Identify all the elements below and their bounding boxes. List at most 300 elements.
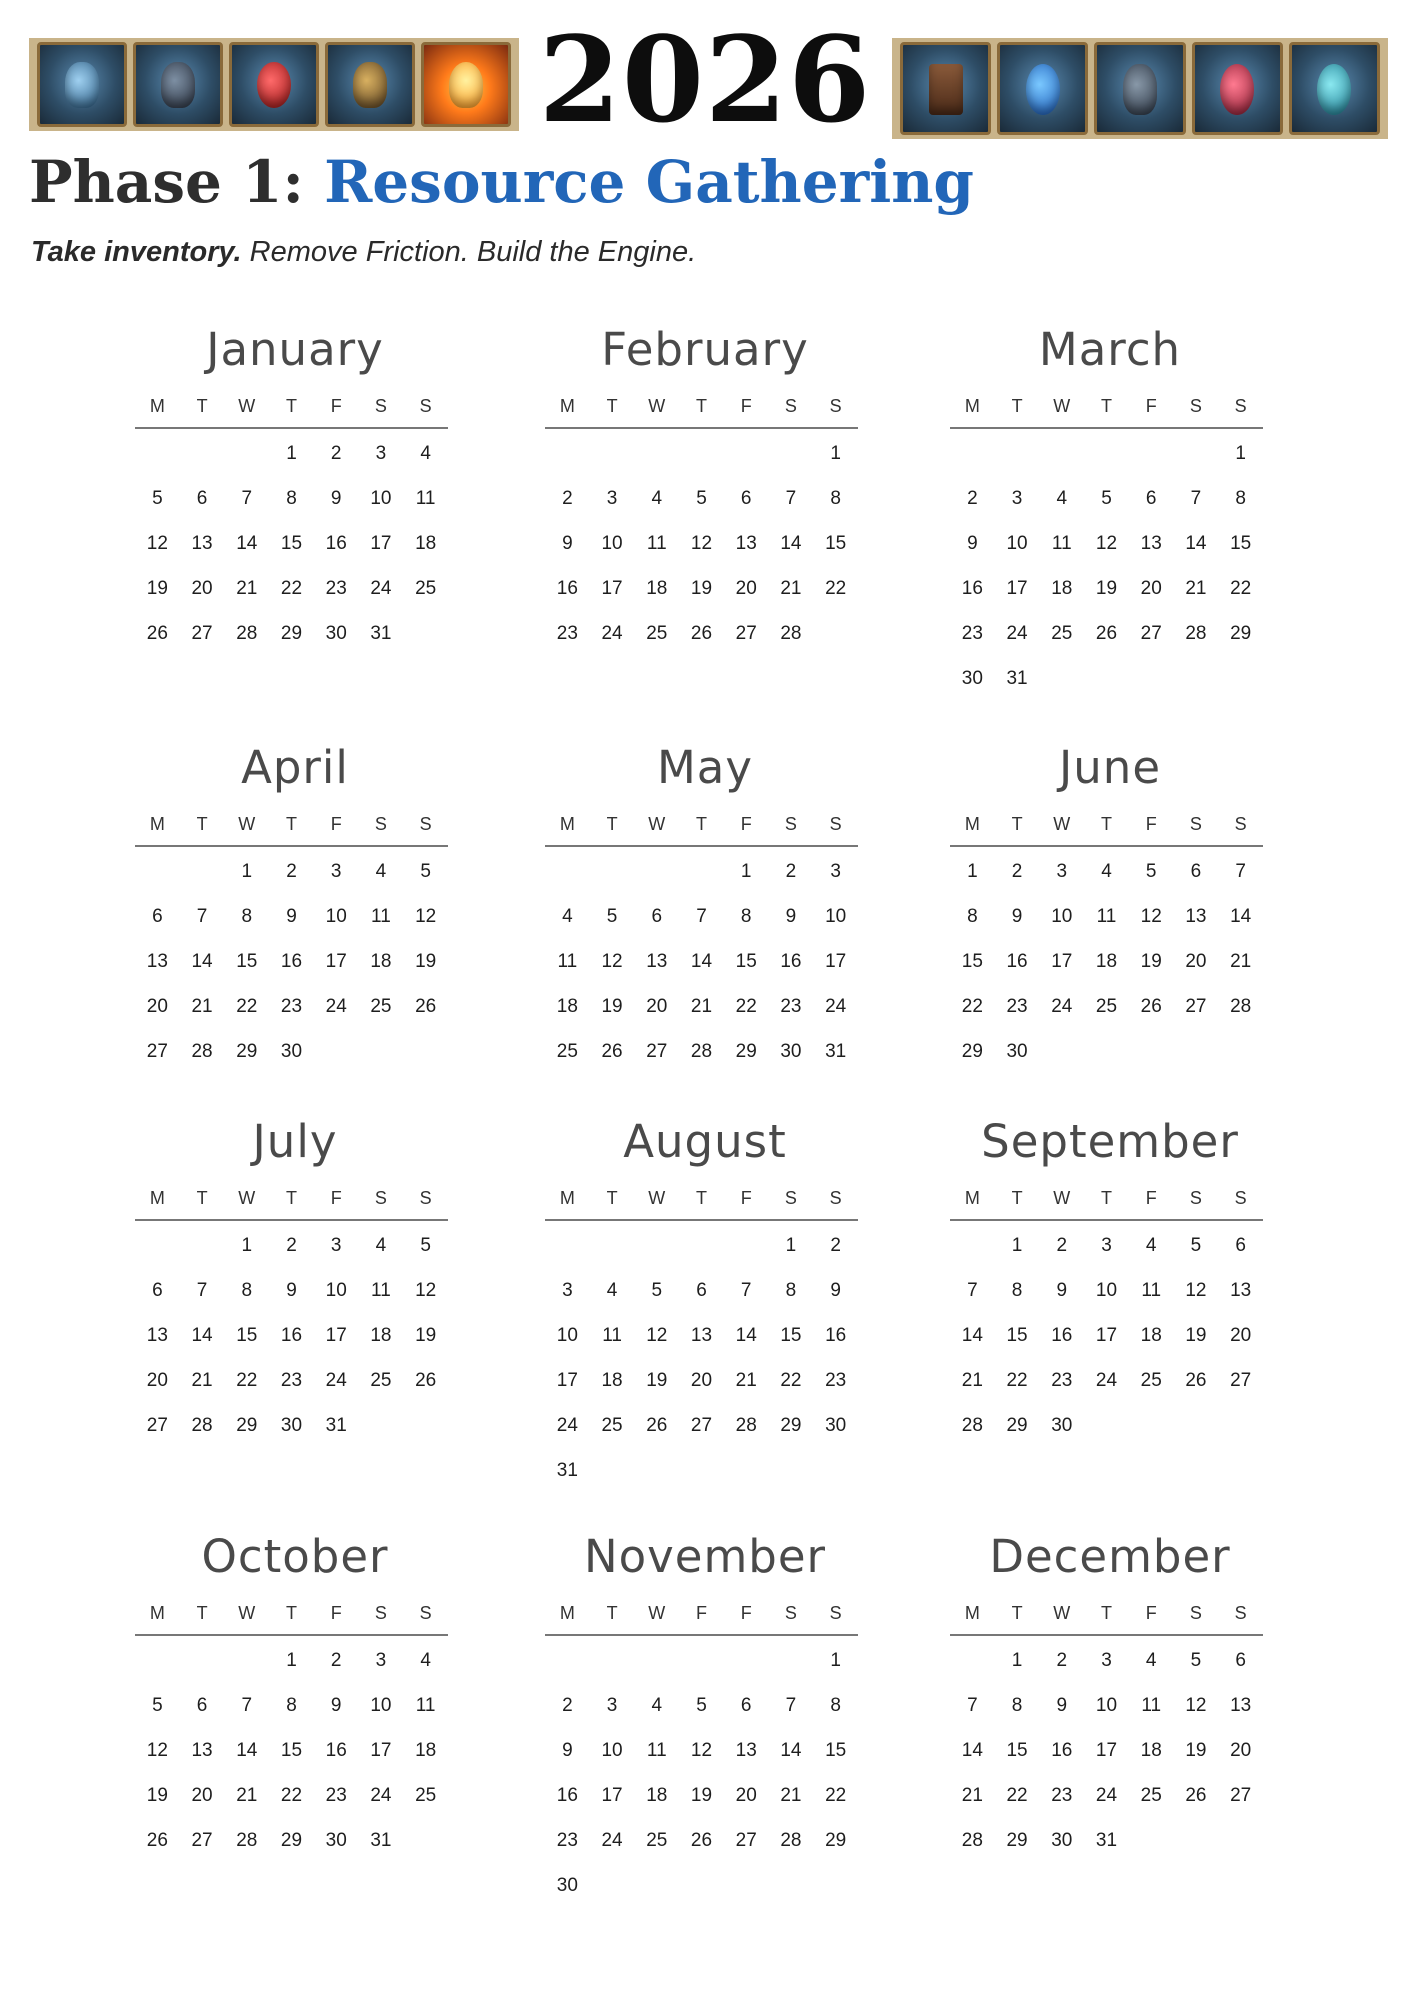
day-cell: 16 xyxy=(825,1324,847,1346)
day-cell: 17 xyxy=(1095,1739,1118,1761)
day-cell: 30 xyxy=(825,1414,847,1436)
day-cell: 2 xyxy=(1011,860,1023,882)
weekday-label: W xyxy=(648,395,666,416)
weekday-label: S xyxy=(374,813,387,834)
weekday-header xyxy=(545,385,858,429)
day-cell: 16 xyxy=(961,577,983,599)
day-cell: 25 xyxy=(556,1040,578,1062)
weekday-label: T xyxy=(1100,813,1112,834)
day-cell: 6 xyxy=(1235,1234,1246,1256)
day-cell: 4 xyxy=(651,1694,663,1716)
day-cell: 26 xyxy=(690,1829,713,1851)
day-cell: 5 xyxy=(606,905,618,927)
day-cell: 15 xyxy=(280,532,303,554)
weekday-label: F xyxy=(695,1602,707,1623)
day-cell: 12 xyxy=(1185,1279,1207,1301)
day-cell: 16 xyxy=(780,950,802,972)
day-cell: 16 xyxy=(325,532,347,554)
day-cell: 28 xyxy=(236,622,258,644)
weekday-label: S xyxy=(419,1602,432,1623)
weekday-header xyxy=(135,385,448,429)
day-cell: 25 xyxy=(1051,622,1073,644)
day-cell: 30 xyxy=(1006,1040,1028,1062)
weekday-label: S xyxy=(784,1187,797,1208)
month-may xyxy=(540,733,870,1074)
day-cell: 5 xyxy=(651,1279,663,1301)
weekday-label: S xyxy=(1234,1187,1247,1208)
month-name: January xyxy=(206,323,384,376)
day-cell: 4 xyxy=(1145,1649,1157,1671)
day-cell: 26 xyxy=(690,622,713,644)
weekday-label: M xyxy=(149,813,165,834)
day-cell: 30 xyxy=(780,1040,802,1062)
month-february xyxy=(540,315,870,656)
weekday-label: M xyxy=(964,1602,980,1623)
day-cell: 17 xyxy=(825,950,847,972)
weekday-label: S xyxy=(374,1602,387,1623)
day-cell: 17 xyxy=(1006,577,1028,599)
day-grid xyxy=(135,1638,448,1863)
day-cell: 31 xyxy=(325,1414,347,1436)
day-cell: 17 xyxy=(370,532,392,554)
day-cell: 25 xyxy=(370,995,392,1017)
day-cell: 5 xyxy=(152,487,163,509)
day-cell: 18 xyxy=(1140,1324,1162,1346)
day-cell: 11 xyxy=(371,905,391,927)
phase-highlight: Resource Gathering xyxy=(324,148,974,216)
day-cell: 13 xyxy=(735,532,757,554)
day-cell: 27 xyxy=(1230,1369,1252,1391)
day-cell: 6 xyxy=(740,487,752,509)
weekday-header xyxy=(135,1177,448,1221)
month-august xyxy=(540,1107,870,1493)
weekday-label: S xyxy=(374,395,387,416)
day-cell: 10 xyxy=(825,905,847,927)
day-cell: 9 xyxy=(1056,1694,1068,1716)
weekday-label: T xyxy=(196,1187,208,1208)
day-cell: 30 xyxy=(961,667,983,689)
day-cell: 17 xyxy=(601,1784,623,1806)
day-cell: 5 xyxy=(696,487,707,509)
day-cell: 22 xyxy=(236,995,258,1017)
weekday-label: S xyxy=(784,813,797,834)
weekday-label: W xyxy=(238,813,256,834)
day-cell: 24 xyxy=(370,577,392,599)
day-cell: 8 xyxy=(241,905,253,927)
day-cell: 13 xyxy=(146,1324,168,1346)
day-cell: 20 xyxy=(646,995,668,1017)
day-cell: 11 xyxy=(415,1694,436,1716)
day-cell: 16 xyxy=(556,577,578,599)
weekday-label: W xyxy=(1053,395,1071,416)
day-cell: 18 xyxy=(646,1784,668,1806)
day-cell: 26 xyxy=(1140,995,1162,1017)
day-cell: 27 xyxy=(1230,1784,1252,1806)
day-cell: 22 xyxy=(1006,1369,1028,1391)
phase-title xyxy=(29,146,974,218)
day-cell: 1 xyxy=(286,442,297,464)
tagline xyxy=(31,236,696,269)
day-cell: 29 xyxy=(825,1829,847,1851)
day-cell: 26 xyxy=(146,1829,168,1851)
day-cell: 21 xyxy=(236,1784,258,1806)
day-cell: 10 xyxy=(601,532,623,554)
day-cell: 7 xyxy=(196,905,208,927)
day-cell: 27 xyxy=(1140,622,1162,644)
day-cell: 12 xyxy=(1185,1694,1207,1716)
day-cell: 6 xyxy=(696,1279,707,1301)
weekday-label: T xyxy=(695,395,707,416)
day-cell: 10 xyxy=(1095,1694,1118,1716)
day-cell: 11 xyxy=(1141,1279,1162,1301)
weekday-label: W xyxy=(238,1187,256,1208)
weekday-label: M xyxy=(559,1602,575,1623)
weekday-header xyxy=(135,1592,448,1636)
day-cell: 17 xyxy=(1095,1324,1118,1346)
weekday-label: T xyxy=(196,813,208,834)
day-cell: 5 xyxy=(420,1234,431,1256)
day-cell: 14 xyxy=(191,1324,213,1346)
weekday-label: T xyxy=(1011,395,1023,416)
weekday-label: S xyxy=(1234,1602,1247,1623)
month-july xyxy=(130,1107,460,1448)
day-cell: 29 xyxy=(780,1414,802,1436)
weekday-label: W xyxy=(648,813,666,834)
day-cell: 1 xyxy=(967,860,978,882)
weekday-label: M xyxy=(559,1187,575,1208)
day-cell: 13 xyxy=(1185,905,1207,927)
day-grid xyxy=(545,1638,858,1908)
day-cell: 19 xyxy=(690,1784,713,1806)
day-cell: 27 xyxy=(735,1829,757,1851)
weekday-label: F xyxy=(1145,1602,1157,1623)
day-cell: 3 xyxy=(1101,1234,1112,1256)
month-april xyxy=(130,733,460,1074)
month-name: April xyxy=(241,741,349,794)
day-cell: 8 xyxy=(241,1279,253,1301)
day-cell: 19 xyxy=(1185,1324,1207,1346)
day-cell: 8 xyxy=(830,487,841,509)
weekday-label: F xyxy=(740,813,752,834)
month-name: September xyxy=(981,1115,1239,1168)
day-cell: 22 xyxy=(1230,577,1252,599)
phase-prefix: Phase 1: xyxy=(29,148,325,216)
day-cell: 12 xyxy=(690,1739,713,1761)
day-cell: 13 xyxy=(690,1324,713,1346)
day-cell: 9 xyxy=(785,905,797,927)
day-cell: 30 xyxy=(280,1414,303,1436)
weekday-label: W xyxy=(238,1602,256,1623)
day-cell: 10 xyxy=(556,1324,578,1346)
day-cell: 7 xyxy=(740,1279,752,1301)
weekday-label: M xyxy=(964,1187,980,1208)
day-cell: 24 xyxy=(556,1414,578,1436)
weekday-label: W xyxy=(648,1602,666,1623)
day-cell: 29 xyxy=(280,622,303,644)
day-cell: 22 xyxy=(735,995,757,1017)
day-cell: 4 xyxy=(1145,1234,1157,1256)
day-cell: 29 xyxy=(1006,1414,1028,1436)
weekday-label: F xyxy=(740,395,752,416)
day-cell: 13 xyxy=(1230,1279,1252,1301)
day-cell: 14 xyxy=(1185,532,1207,554)
day-cell: 6 xyxy=(1235,1649,1246,1671)
weekday-label: M xyxy=(559,395,575,416)
day-cell: 18 xyxy=(556,995,578,1017)
weekday-label: M xyxy=(559,813,575,834)
day-cell: 29 xyxy=(1006,1829,1028,1851)
day-cell: 8 xyxy=(830,1694,841,1716)
day-cell: 28 xyxy=(735,1414,757,1436)
month-june xyxy=(945,733,1275,1074)
weekday-label: T xyxy=(285,1187,297,1208)
day-cell: 7 xyxy=(1235,860,1246,882)
day-cell: 10 xyxy=(325,1279,347,1301)
day-cell: 19 xyxy=(1140,950,1162,972)
day-cell: 24 xyxy=(1006,622,1028,644)
day-cell: 19 xyxy=(646,1369,668,1391)
day-cell: 24 xyxy=(325,995,347,1017)
day-cell: 15 xyxy=(735,950,757,972)
day-cell: 19 xyxy=(146,577,168,599)
day-cell: 20 xyxy=(690,1369,713,1391)
day-cell: 3 xyxy=(375,1649,387,1671)
day-cell: 12 xyxy=(146,1739,168,1761)
weekday-label: T xyxy=(1100,395,1112,416)
weekday-label: S xyxy=(1189,1187,1202,1208)
day-cell: 29 xyxy=(236,1414,258,1436)
day-grid xyxy=(950,1223,1263,1448)
day-cell: 22 xyxy=(236,1369,258,1391)
day-cell: 19 xyxy=(1095,577,1118,599)
day-cell: 26 xyxy=(646,1414,668,1436)
day-cell: 24 xyxy=(1051,995,1073,1017)
day-cell: 29 xyxy=(1230,622,1252,644)
day-cell: 25 xyxy=(1095,995,1118,1017)
day-cell: 3 xyxy=(330,860,342,882)
day-cell: 7 xyxy=(196,1279,208,1301)
day-grid xyxy=(950,431,1263,701)
day-cell: 7 xyxy=(967,1279,978,1301)
day-cell: 17 xyxy=(556,1369,578,1391)
weekday-label: T xyxy=(606,1187,618,1208)
day-cell: 23 xyxy=(780,995,802,1017)
day-cell: 28 xyxy=(780,1829,802,1851)
day-cell: 28 xyxy=(191,1040,213,1062)
weekday-label: T xyxy=(196,1602,208,1623)
weekday-header xyxy=(950,803,1263,847)
weekday-label: T xyxy=(285,1602,297,1623)
day-cell: 26 xyxy=(601,1040,623,1062)
weekday-label: F xyxy=(330,813,342,834)
day-cell: 5 xyxy=(1101,487,1112,509)
weekday-label: M xyxy=(149,1602,165,1623)
day-cell: 23 xyxy=(961,622,983,644)
day-cell: 2 xyxy=(1056,1649,1068,1671)
day-cell: 18 xyxy=(1095,950,1118,972)
day-cell: 22 xyxy=(961,995,983,1017)
day-cell: 15 xyxy=(280,1739,303,1761)
day-cell: 26 xyxy=(415,1369,437,1391)
day-cell: 30 xyxy=(1051,1414,1073,1436)
weekday-label: T xyxy=(285,813,297,834)
weekday-header xyxy=(545,1177,858,1221)
day-cell: 20 xyxy=(1230,1324,1252,1346)
weekday-label: T xyxy=(695,813,707,834)
day-cell: 10 xyxy=(370,487,392,509)
day-cell: 30 xyxy=(325,622,347,644)
day-cell: 18 xyxy=(415,532,437,554)
day-cell: 22 xyxy=(825,577,847,599)
day-cell: 28 xyxy=(961,1829,983,1851)
weekday-label: T xyxy=(285,395,297,416)
day-cell: 14 xyxy=(236,1739,258,1761)
day-cell: 3 xyxy=(1011,487,1023,509)
day-cell: 2 xyxy=(330,1649,342,1671)
weekday-header xyxy=(950,1177,1263,1221)
day-cell: 30 xyxy=(1051,1829,1073,1851)
day-cell: 31 xyxy=(556,1459,578,1481)
day-cell: 4 xyxy=(420,1649,431,1671)
month-march xyxy=(945,315,1275,701)
day-cell: 21 xyxy=(1230,950,1252,972)
day-cell: 15 xyxy=(236,1324,258,1346)
weekday-label: S xyxy=(1189,395,1202,416)
day-cell: 5 xyxy=(1190,1234,1202,1256)
day-cell: 21 xyxy=(961,1369,983,1391)
day-cell: 20 xyxy=(1140,577,1162,599)
day-cell: 27 xyxy=(1185,995,1207,1017)
books-icon xyxy=(900,42,991,135)
day-cell: 4 xyxy=(375,1234,387,1256)
weekday-label: F xyxy=(330,1602,342,1623)
day-cell: 11 xyxy=(602,1324,622,1346)
image-strip-right xyxy=(892,38,1388,139)
weekday-label: F xyxy=(1145,813,1157,834)
day-cell: 7 xyxy=(785,487,797,509)
day-cell: 2 xyxy=(330,442,342,464)
weekday-label: F xyxy=(740,1187,752,1208)
day-cell: 12 xyxy=(646,1324,668,1346)
day-cell: 18 xyxy=(646,577,668,599)
day-cell: 1 xyxy=(830,1649,841,1671)
weekday-label: F xyxy=(330,395,342,416)
steel-armor-icon xyxy=(1094,42,1185,135)
day-cell: 2 xyxy=(830,1234,841,1256)
day-cell: 4 xyxy=(1101,860,1112,882)
weekday-label: W xyxy=(1053,1602,1071,1623)
day-cell: 9 xyxy=(1056,1279,1068,1301)
weekday-label: T xyxy=(1100,1187,1112,1208)
day-cell: 9 xyxy=(562,532,573,554)
day-cell: 14 xyxy=(961,1324,983,1346)
day-cell: 31 xyxy=(370,1829,392,1851)
day-cell: 30 xyxy=(556,1874,578,1896)
weekday-label: M xyxy=(964,395,980,416)
weekday-label: F xyxy=(330,1187,342,1208)
day-cell: 31 xyxy=(1095,1829,1118,1851)
day-cell: 26 xyxy=(1185,1784,1207,1806)
day-cell: 7 xyxy=(241,1694,253,1716)
day-cell: 2 xyxy=(967,487,978,509)
weekday-label: S xyxy=(374,1187,387,1208)
day-cell: 27 xyxy=(735,622,757,644)
day-cell: 14 xyxy=(236,532,258,554)
day-cell: 12 xyxy=(690,532,713,554)
day-cell: 9 xyxy=(830,1279,841,1301)
day-cell: 14 xyxy=(961,1739,983,1761)
day-cell: 7 xyxy=(1190,487,1202,509)
day-cell: 28 xyxy=(1185,622,1207,644)
day-cell: 3 xyxy=(606,1694,618,1716)
day-cell: 26 xyxy=(1185,1369,1207,1391)
day-grid xyxy=(950,849,1263,1074)
day-cell: 25 xyxy=(1140,1784,1162,1806)
day-cell: 11 xyxy=(415,487,436,509)
day-cell: 2 xyxy=(562,487,573,509)
day-cell: 10 xyxy=(1051,905,1073,927)
cyan-potion-icon xyxy=(1289,42,1380,135)
weekday-label: W xyxy=(238,395,256,416)
day-cell: 27 xyxy=(690,1414,713,1436)
day-cell: 29 xyxy=(236,1040,258,1062)
day-cell: 21 xyxy=(961,1784,983,1806)
day-cell: 9 xyxy=(286,905,297,927)
day-cell: 28 xyxy=(236,1829,258,1851)
day-cell: 29 xyxy=(961,1040,983,1062)
day-cell: 25 xyxy=(415,1784,437,1806)
month-november xyxy=(540,1522,870,1908)
day-cell: 6 xyxy=(740,1694,752,1716)
day-cell: 23 xyxy=(556,1829,578,1851)
month-name: October xyxy=(201,1530,389,1583)
weekday-label: S xyxy=(829,395,842,416)
weekday-header xyxy=(135,803,448,847)
day-cell: 19 xyxy=(415,950,437,972)
berries-potion-icon xyxy=(229,42,319,127)
day-cell: 29 xyxy=(280,1829,303,1851)
day-cell: 23 xyxy=(280,995,303,1017)
day-cell: 12 xyxy=(601,950,623,972)
day-cell: 19 xyxy=(415,1324,437,1346)
day-cell: 11 xyxy=(1141,1694,1162,1716)
day-cell: 19 xyxy=(601,995,623,1017)
day-grid xyxy=(950,1638,1263,1863)
weekday-label: F xyxy=(740,1602,752,1623)
weekday-header xyxy=(545,1592,858,1636)
day-cell: 12 xyxy=(1140,905,1162,927)
day-cell: 22 xyxy=(1006,1784,1028,1806)
month-name: May xyxy=(656,741,754,794)
day-cell: 31 xyxy=(825,1040,847,1062)
day-cell: 4 xyxy=(420,442,431,464)
month-name: November xyxy=(583,1530,827,1583)
day-cell: 20 xyxy=(146,995,168,1017)
day-cell: 3 xyxy=(606,487,618,509)
day-cell: 15 xyxy=(1006,1324,1028,1346)
weekday-label: M xyxy=(149,395,165,416)
day-cell: 13 xyxy=(191,1739,213,1761)
day-cell: 14 xyxy=(780,1739,802,1761)
day-cell: 30 xyxy=(280,1040,303,1062)
day-cell: 3 xyxy=(562,1279,573,1301)
day-cell: 15 xyxy=(780,1324,802,1346)
weekday-label: S xyxy=(1189,813,1202,834)
day-cell: 11 xyxy=(371,1279,391,1301)
day-grid xyxy=(545,431,858,656)
day-cell: 13 xyxy=(1230,1694,1252,1716)
day-cell: 3 xyxy=(1056,860,1068,882)
